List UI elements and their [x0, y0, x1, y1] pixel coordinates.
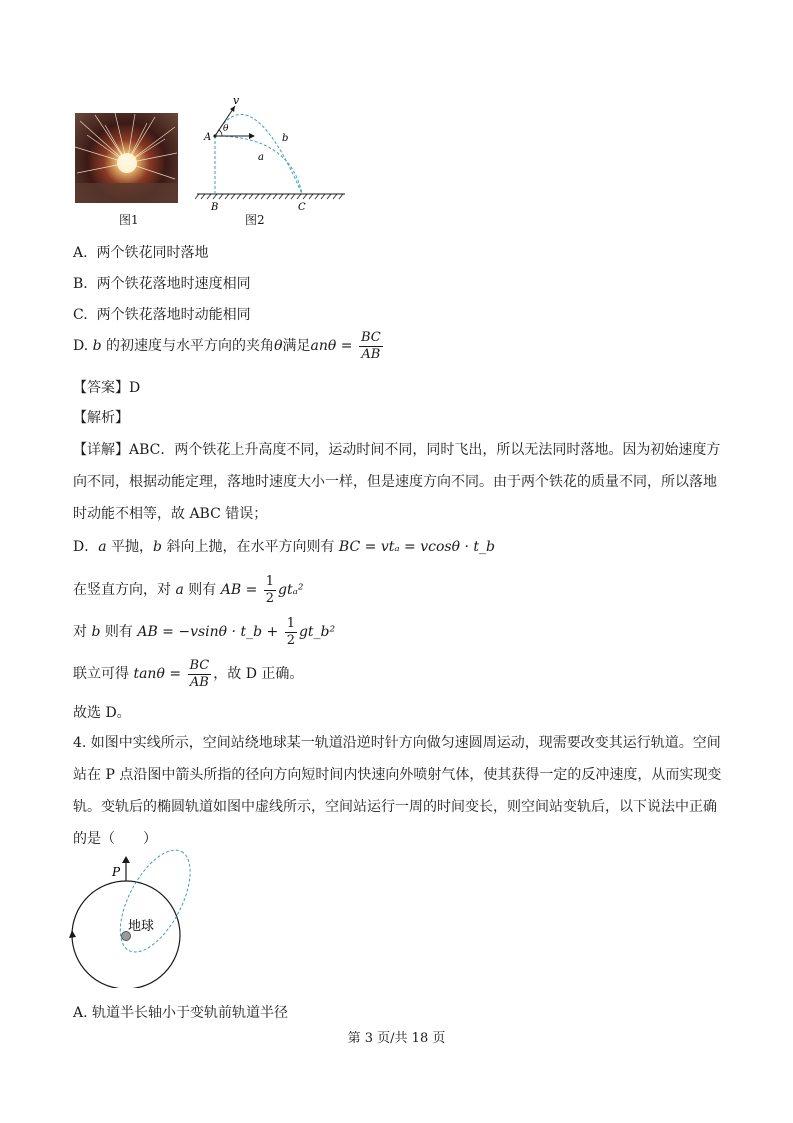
- q4-option-a: A. 轨道半长轴小于变轨前轨道半径: [73, 1005, 289, 1021]
- projectile-diagram: [195, 93, 350, 215]
- label-A: A: [204, 132, 212, 143]
- page-footer: 第 3 页/共 18 页: [347, 1031, 446, 1046]
- label-a: a: [258, 152, 264, 163]
- figure2-caption: 图2: [245, 213, 265, 227]
- analysis-title: 【解析】: [73, 410, 129, 426]
- option-a: A. 两个铁花同时落地: [73, 245, 209, 261]
- d-analysis-line: D．a 平抛，b 斜向上抛，在水平方向则有 BC = vtₐ = vcosθ · t_b: [73, 539, 495, 555]
- b-line: 对 b 则有 AB = −vsinθ · t_b + $\frac{1}{2}$ gt_b²: [73, 615, 336, 648]
- orbit-diagram: [68, 848, 198, 988]
- label-earth: 地球: [128, 919, 155, 934]
- answer: 【答案】D: [73, 380, 141, 396]
- label-B: B: [211, 202, 219, 213]
- figure1-caption: 图1: [119, 213, 139, 227]
- vertical-line: 在竖直方向，对 a 则有 AB = $\frac{1}{2}$ gtₐ²: [73, 573, 304, 606]
- label-b: b: [282, 133, 289, 144]
- label-C: C: [298, 202, 306, 213]
- option-d-fraction: $\frac{BC}{AB}$: [360, 329, 381, 362]
- option-d: D. b 的初速度与水平方向的夹角θ满足anθ = $\frac{BC}{AB}$: [73, 329, 381, 362]
- fireworks-photo: [75, 113, 178, 203]
- label-P: P: [112, 865, 121, 879]
- option-b: B. 两个铁花落地时速度相同: [73, 276, 251, 292]
- combine-line: 联立可得 tanθ = $\frac{BC}{AB}$ ，故 D 正确。: [73, 657, 304, 690]
- label-v: v: [233, 94, 240, 107]
- choose-d: 故选 D。: [73, 705, 131, 721]
- question-4: 4. 如图中实线所示，空间站绕地球某一轨道沿逆时针方向做匀速圆周运动，现需要改变其运行轨道。空间站在 P 点沿图中箭头所指的径向方向短时间内快速向外喷射气体，使其获得一定的反冲速度，从而实现变轨。变轨后的椭圆轨道如图中虚线所示，空间站运行一周的时间变长，则空间站变轨后，以下说法中正确的是（ ）: [73, 735, 722, 847]
- option-c: C. 两个铁花落地时动能相同: [73, 307, 251, 323]
- detail-paragraph: 【详解】ABC．两个铁花上升高度不同，运动时间不同，同时飞出，所以无法同时落地。因为初始速度方向不同，根据动能定理，落地时速度大小一样，但是速度方向不同。由于两个铁花的质量不同，所以落地时动能不相等，故 ABC 错误；: [73, 442, 721, 522]
- label-theta: θ: [223, 124, 229, 134]
